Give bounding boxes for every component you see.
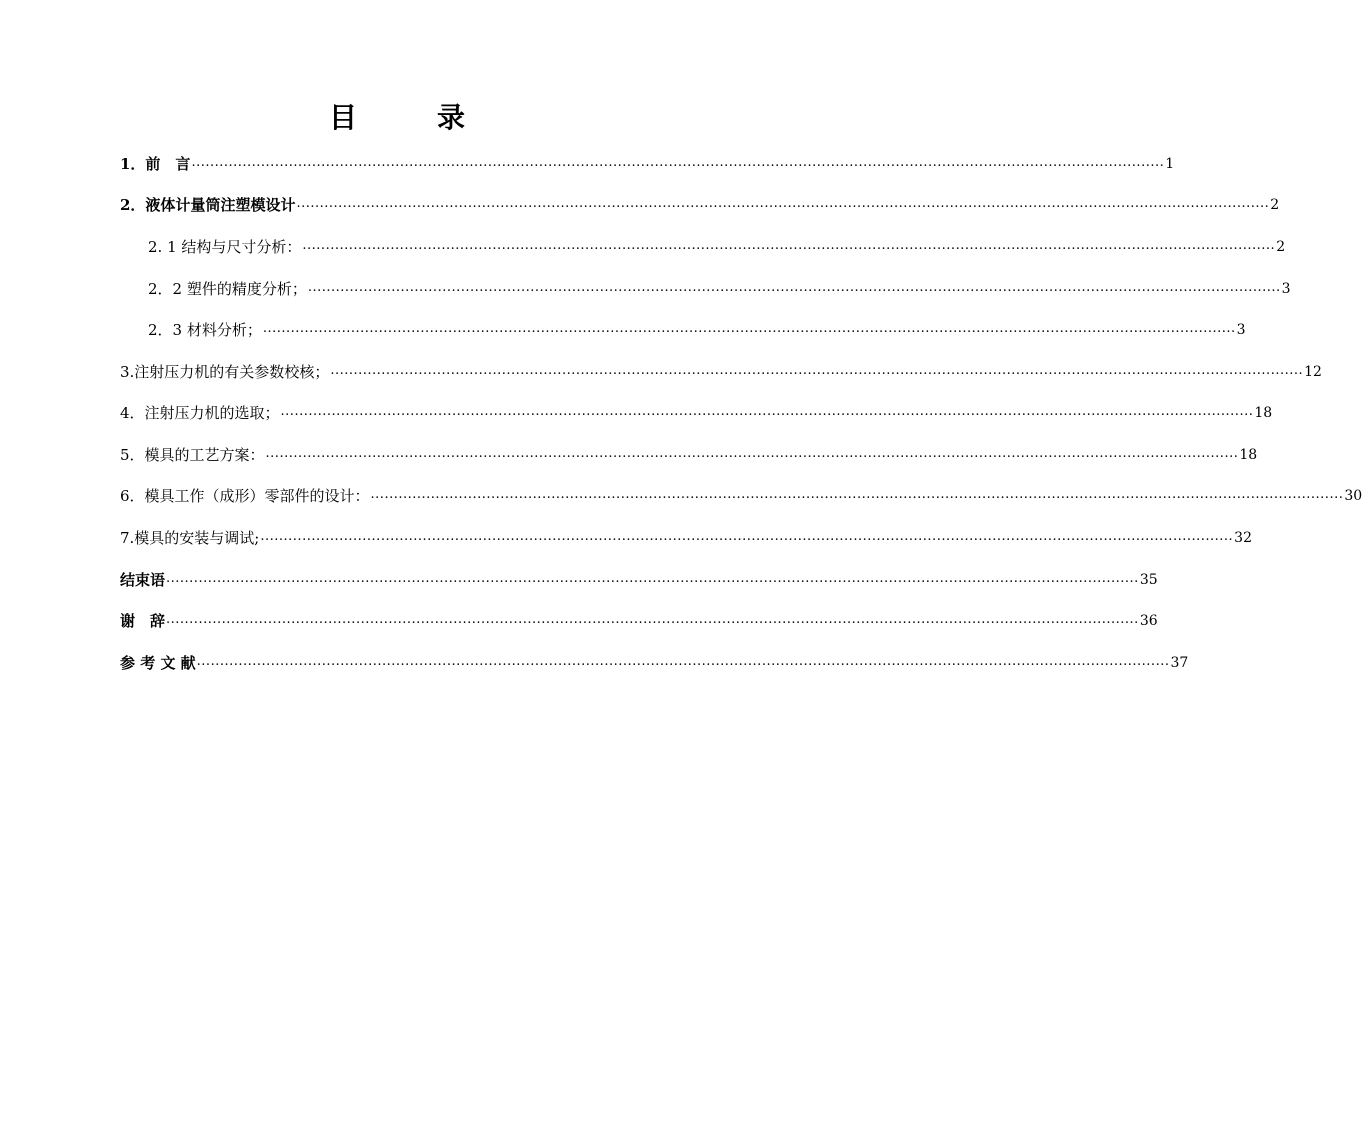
toc-entry-label: 1．前 言 (120, 155, 191, 173)
toc-entry (120, 146, 1175, 174)
toc-entry-page: 36 (1139, 613, 1158, 629)
toc-entry-label: 谢 辞 (120, 612, 166, 630)
toc-entry-page: 3 (1281, 281, 1291, 297)
toc-subentry (148, 229, 1286, 257)
toc-leader: .................................................................................................................................................................................................................. (262, 321, 1236, 336)
toc-entry-page: 32 (1234, 530, 1252, 546)
toc-subentry (148, 312, 1246, 340)
toc-leader: .................................................................................................................................................................................................................. (265, 446, 1239, 461)
toc-entry-label: 2．2 塑件的精度分析； (148, 280, 307, 298)
toc-leader: .................................................................................................................................................................................................................. (307, 280, 1281, 295)
toc-entry-page: 2 (1270, 197, 1280, 213)
toc-entry-page: 2 (1276, 239, 1286, 255)
toc-entry-label: 结束语 (120, 571, 166, 589)
toc-leader: .................................................................................................................................................................................................................. (166, 612, 1139, 627)
toc-entry-page: 3 (1236, 322, 1246, 338)
toc-entry (120, 395, 1273, 423)
toc-entry-label: 2. 1 结构与尺寸分析： (148, 238, 302, 256)
toc-subentry (148, 271, 1291, 299)
toc-leader: .................................................................................................................................................................................................................. (302, 238, 1276, 253)
toc-leader: .................................................................................................................................................................................................................. (196, 654, 1170, 669)
toc-entry (120, 645, 1189, 673)
toc-entry-label: 2．3 材料分析； (148, 321, 262, 339)
toc-entry-page: 12 (1304, 364, 1322, 380)
toc-entry (120, 478, 1362, 506)
toc-leader: .................................................................................................................................................................................................................. (296, 196, 1270, 211)
toc-entry-page: 18 (1239, 447, 1258, 463)
toc-entry (120, 437, 1258, 465)
toc-leader: .................................................................................................................................................................................................................. (370, 487, 1344, 502)
toc-entry (120, 562, 1158, 590)
toc-leader: .................................................................................................................................................................................................................. (280, 404, 1254, 419)
toc-entry-page: 18 (1254, 405, 1273, 421)
toc-entry-label: 7.模具的安装与调试; (120, 529, 260, 547)
toc-leader: .................................................................................................................................................................................................................. (191, 155, 1165, 170)
toc-entry-label: 3.注射压力机的有关参数校核； (120, 363, 330, 381)
toc-entry-page: 35 (1139, 572, 1158, 588)
toc-entry (120, 603, 1158, 631)
page-title: 目 录 (328, 101, 491, 134)
toc-entry (120, 354, 1322, 382)
toc-entry (120, 187, 1280, 215)
toc-leader: .................................................................................................................................................................................................................. (260, 529, 1234, 544)
toc-leader: .................................................................................................................................................................................................................. (330, 363, 1304, 378)
toc-entry-label: 2．液体计量筒注塑模设计 (120, 196, 296, 214)
toc-leader: .................................................................................................................................................................................................................. (166, 571, 1139, 586)
toc-entry-page: 30 (1344, 488, 1362, 504)
toc-entry-page: 37 (1170, 655, 1189, 671)
toc-entry (120, 520, 1252, 548)
toc-entry-label: 4．注射压力机的选取； (120, 404, 280, 422)
toc-entry-label: 6．模具工作（成形）零部件的设计： (120, 487, 370, 505)
toc-entry-page: 1 (1165, 156, 1175, 172)
toc-entry-label: 参 考 文 献 (120, 654, 196, 672)
toc-entry-label: 5．模具的工艺方案： (120, 446, 265, 464)
